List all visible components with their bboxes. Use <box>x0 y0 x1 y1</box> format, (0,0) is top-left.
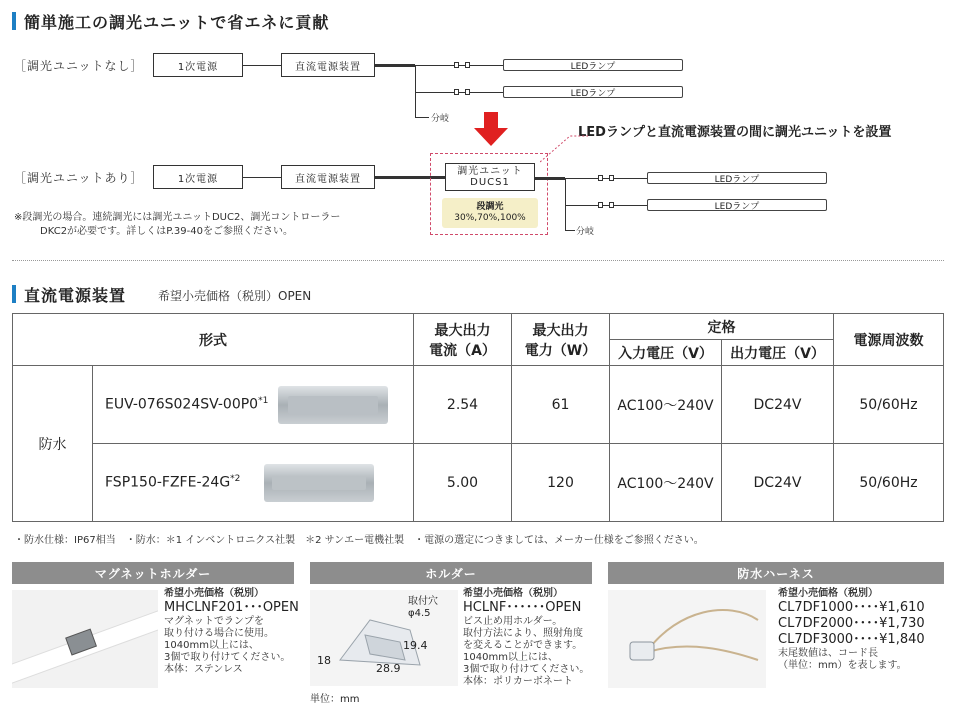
dc-power-box: 直流電源装置 <box>281 53 375 77</box>
power-supply-image <box>278 386 388 424</box>
accessory-info-harness <box>778 588 925 672</box>
hole-size: φ4.5 <box>408 608 431 619</box>
section-title-dimming: 簡単施工の調光ユニットで省エネに貢献 <box>24 13 330 32</box>
desc-line: ビス止め用ホルダー。 <box>463 616 563 627</box>
accessory-header-holder: ホルダー <box>310 562 592 584</box>
current-cell: 5.00 <box>414 444 512 522</box>
holder-hole-label <box>408 596 438 620</box>
model-mark: *1 <box>258 396 269 407</box>
current-cell: 2.54 <box>414 366 512 444</box>
product-code: MHCLNF201･･･OPEN <box>164 600 299 615</box>
desc-line: 3個で取り付けてください。 <box>463 664 590 675</box>
connector <box>598 202 603 208</box>
output-voltage-cell: DC24V <box>722 444 834 522</box>
spec-table <box>12 313 944 522</box>
table-row <box>13 366 944 444</box>
connector <box>609 175 614 181</box>
harness-image <box>608 590 766 688</box>
desc-line: 取り付ける場合に使用。 <box>164 628 274 639</box>
header-output-voltage: 出力電圧（V） <box>722 340 834 366</box>
product-code: CL7DF3000････¥1,840 <box>778 632 925 647</box>
divider <box>12 260 944 261</box>
product-code: HCLNF･･････OPEN <box>463 600 582 615</box>
header-model: 形式 <box>13 314 414 366</box>
product-code: CL7DF1000････¥1,610 <box>778 600 925 615</box>
model-name: FSP150-FZFE-24G <box>105 474 231 491</box>
desc-line: 末尾数値は、コード長 <box>778 648 878 659</box>
connector <box>465 89 470 95</box>
dimension-c: 28.9 <box>376 662 401 675</box>
table-row <box>13 444 944 522</box>
diagram-note-line1: ※段調光の場合。連続調光には調光ユニットDUC2、調光コントローラー <box>14 212 341 223</box>
table-footnote: ・防水仕様：IP67相当 ・防水：＊1 インベントロニクス社製 ＊2 サンエー電機社製 ・電源の選定につきましては、メーカー仕様をご参照ください。 <box>14 535 704 546</box>
led-lamp: LEDランプ <box>503 59 683 71</box>
hole-label: 取付穴 <box>408 596 438 607</box>
arrow-down-icon <box>474 112 508 148</box>
primary-power-box: 1次電源 <box>153 165 243 189</box>
desc-line: 本体：ポリカーボネート <box>463 676 573 687</box>
dimming-unit-box <box>445 163 535 191</box>
input-voltage-cell: AC100～240V <box>610 444 722 522</box>
row-label-no-unit: ［調光ユニットなし］ <box>14 59 144 73</box>
led-lamp: LEDランプ <box>647 172 827 184</box>
model-name: EUV-076S024SV-00P0 <box>105 396 259 413</box>
section-price-note: 希望小売価格（税別）OPEN <box>158 289 312 303</box>
frequency-cell: 50/60Hz <box>834 444 944 522</box>
dimming-unit-name: 調光ユニット <box>457 166 523 177</box>
row-label-with-unit: ［調光ユニットあり］ <box>14 171 144 185</box>
led-lamp: LEDランプ <box>647 199 827 211</box>
unit-note: 単位：mm <box>310 694 360 705</box>
connector <box>465 62 470 68</box>
price-label: 希望小売価格（税別） <box>778 588 878 599</box>
diagram-note <box>14 211 340 239</box>
magnet-holder-image <box>12 590 158 688</box>
input-voltage-cell: AC100～240V <box>610 366 722 444</box>
desc-line: 1040mm以上には、 <box>164 640 259 651</box>
led-lamp: LEDランプ <box>503 86 683 98</box>
connector <box>454 89 459 95</box>
callout-text: LEDランプと直流電源装置の間に調光ユニットを設置 <box>578 125 892 140</box>
desc-line: 3個で取り付けてください。 <box>164 652 291 663</box>
section-title-dc-power: 直流電源装置 <box>24 286 127 305</box>
desc-line: を変えることができます。 <box>463 640 583 651</box>
section-marker <box>12 285 16 303</box>
power-cell: 120 <box>512 444 610 522</box>
dimming-unit-model: DUCS1 <box>470 177 510 188</box>
accessory-info-magnet-holder <box>164 588 299 676</box>
desc-line: 本体：ステンレス <box>164 664 243 675</box>
power-cell: 61 <box>512 366 610 444</box>
model-cell <box>93 366 414 444</box>
accessory-header-harness: 防水ハーネス <box>608 562 944 584</box>
power-supply-image <box>264 464 374 502</box>
model-cell <box>93 444 414 522</box>
header-input-voltage: 入力電圧（V） <box>610 340 722 366</box>
dc-power-box: 直流電源装置 <box>281 165 375 189</box>
desc-line: 1040mm以上には、 <box>463 652 558 663</box>
connector <box>609 202 614 208</box>
header-frequency: 電源周波数 <box>834 314 944 366</box>
frequency-cell: 50/60Hz <box>834 366 944 444</box>
step-dimming-values: 30%,70%,100% <box>454 213 526 223</box>
step-dimming-label: 段調光 <box>476 202 504 212</box>
header-power: 最大出力 電力（W） <box>512 314 610 366</box>
connector <box>454 62 459 68</box>
branch-label: 分岐 <box>576 227 595 237</box>
diagram-note-line2: DKC2が必要です。詳しくはP.39-40をご参照ください。 <box>40 226 293 237</box>
primary-power-box: 1次電源 <box>153 53 243 77</box>
dimension-b: 18 <box>317 654 331 667</box>
branch-label: 分岐 <box>431 114 450 124</box>
price-label: 希望小売価格（税別） <box>463 588 563 599</box>
output-voltage-cell: DC24V <box>722 366 834 444</box>
product-code: CL7DF2000････¥1,730 <box>778 616 925 631</box>
accessory-info-holder <box>463 588 589 688</box>
desc-line: マグネットでランプを <box>164 616 264 627</box>
header-rating: 定格 <box>610 314 834 340</box>
dimension-a: 19.4 <box>403 639 428 652</box>
group-waterproof: 防水 <box>13 366 93 522</box>
section-marker <box>12 12 16 30</box>
accessory-header-magnet-holder: マグネットホルダー <box>12 562 294 584</box>
header-current: 最大出力 電流（A） <box>414 314 512 366</box>
step-dimming-badge <box>442 198 538 228</box>
desc-line: （単位：mm）を表します。 <box>778 660 907 671</box>
price-label: 希望小売価格（税別） <box>164 588 264 599</box>
model-mark: *2 <box>230 474 241 485</box>
connector <box>598 175 603 181</box>
desc-line: 取付方法により、照射角度 <box>463 628 583 639</box>
